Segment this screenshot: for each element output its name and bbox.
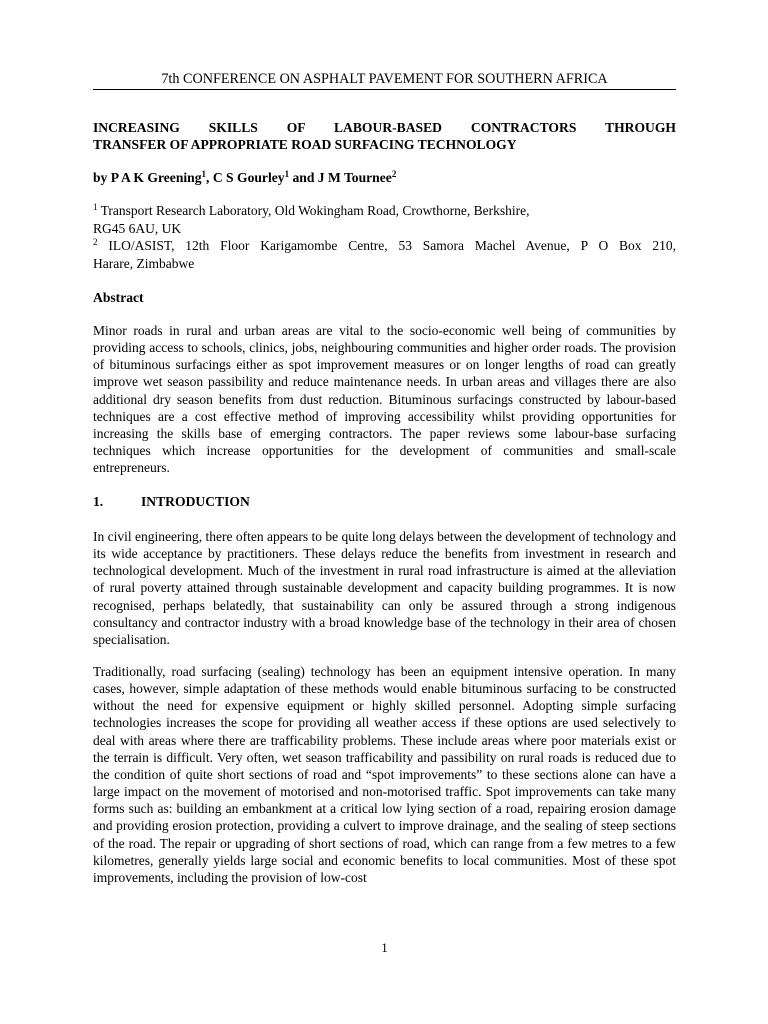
section-heading-introduction [93, 493, 676, 510]
conference-header: 7th CONFERENCE ON ASPHALT PAVEMENT FOR SOUTHERN AFRICA [93, 71, 676, 90]
affiliation-1-text-1: Transport Research Laboratory, Old Wokingham Road, Crowthorne, Berkshire, [97, 203, 530, 218]
affiliations [93, 202, 676, 272]
author-1: P A K Greening [110, 170, 202, 185]
author-separator-2: and [289, 170, 318, 185]
affiliation-1-line-1 [93, 202, 676, 220]
author-list [93, 168, 676, 188]
title-line-2: TRANSFER OF APPROPRIATE ROAD SURFACING TECHNOLOGY [93, 137, 517, 152]
section-number: 1. [93, 494, 104, 509]
introduction-paragraph-1: In civil engineering, there often appears to be quite long delays between the development of technology and its wide acceptance by practitioners. These delays reduce the benefits from investment in research and technological development. Much of the investment in rural road infrastructure is aimed at the alleviation of rural poverty attained through sustainable development and capacity building programmes. It is now recognised, perhaps belatedly, that sustainability can only be assured through a strong indigenous consultancy and contractor industry with a broad knowledge base of the technology in their area of chosen specialisation. [93, 529, 676, 647]
affiliation-2-line-1 [93, 237, 676, 255]
paper-title [93, 119, 676, 153]
abstract-heading: Abstract [93, 290, 144, 305]
author-separator-1: , [206, 170, 213, 185]
affiliation-2-marker: 2 [93, 237, 98, 247]
affiliation-2-line-2: Harare, Zimbabwe [93, 255, 195, 271]
affiliation-2-text-1: ILO/ASIST, 12th Floor Karigamombe Centre, 53 Samora Machel Avenue, P O Box 210, [97, 238, 676, 253]
author-2-affil-marker: 1 [284, 169, 290, 179]
section-title: INTRODUCTION [141, 494, 250, 509]
affiliation-1-marker: 1 [93, 202, 98, 212]
affiliation-1-line-2: RG45 6AU, UK [93, 220, 182, 236]
introduction-paragraph-2: Traditionally, road surfacing (sealing) technology has been an equipment intensive operation. In many cases, however, simple adaptation of these methods would enable bituminous surfacing to be constructed without the need for expensive equipment or highly skilled personnel. Adopting simple surfacing technologies increases the scope for providing all weather access if these options are used selectively to deal with areas where there are trafficability problems. These include areas where poor materials exist or the terrain is difficult. Very often, wet season trafficability and passibility on rural roads is reduced due to the condition of quite short sections of road and “spot improvements” to these sections alone can have a large impact on the movement of motorised and non-motorised traffic. Spot improvements can take many forms such as: building an embankment at a critical low lying section of a road, repairing erosion damage and providing erosion protection, providing a culvert to improve drainage, and the sealing of steep sections of the road. The repair or upgrading of short sections of road, which can range from a few metres to a few kilometres, generally yields large social and economic benefits to local communities. Most of these spot improvements, including the provision of low-cost [93, 664, 676, 885]
author-1-affil-marker: 1 [201, 169, 207, 179]
author-3: J M Tournee [317, 170, 392, 185]
abstract-paragraph: Minor roads in rural and urban areas are vital to the socio-economic well being of communities by providing access to schools, clinics, jobs, neighbouring communities and higher order roads. The provision of bituminous surfacings either as spot improvement measures or on longer lengths of road can greatly improve wet season passibility and reduce maintenance needs. In urban areas and villages there are also additional dry season benefits from dust reduction. Bituminous surfacings constructed by labour-based techniques are a cost effective method of improving accessibility whilst providing opportunities for increasing the skills base of emerging contractors. The paper reviews some labour-base surfacing techniques which increase opportunities for the development of communities and small-scale entrepreneurs. [93, 323, 676, 476]
title-line-1: INCREASING SKILLS OF LABOUR-BASED CONTRACTORS THROUGH [93, 120, 676, 135]
authors-by: by [93, 170, 111, 185]
author-2: C S Gourley [212, 170, 285, 185]
author-3-affil-marker: 2 [391, 169, 397, 179]
page-number: 1 [381, 940, 388, 955]
